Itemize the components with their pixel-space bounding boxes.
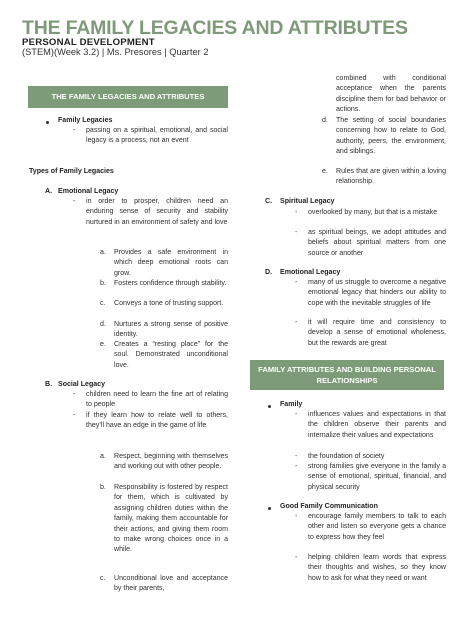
spiritual-legacy-text-1: overlooked by many, but that is a mistake: [308, 209, 438, 216]
list-marker: c.: [100, 575, 106, 582]
bullet-icon: [268, 507, 271, 510]
communication-label: Good Family Communication: [280, 503, 378, 510]
document-title: THE FAMILY LEGACIES AND ATTRIBUTES: [22, 17, 408, 39]
bullet-icon: [46, 121, 49, 124]
section-marker-b: B.: [45, 381, 53, 388]
list-item: Unconditional love and acceptance by their parents,: [114, 575, 228, 593]
course-meta: (STEM)(Week 3.2) | Ms. Presores | Quarter 2: [22, 47, 209, 57]
list-item: Rules that are given within a loving relationship.: [336, 168, 446, 186]
family-legacies-label: Family Legacies: [58, 117, 113, 124]
list-item: Provides a safe environment in which deep emotional roots can grow.: [114, 249, 228, 277]
list-item: Respect, beginning with themselves and working out with other people.: [114, 453, 228, 471]
list-item: Fosters confidence through stability.: [114, 280, 227, 287]
dash-marker: -: [295, 279, 298, 286]
communication-text-2: helping children learn words that express their thoughts and wishes, so they know how to ask for what they need or want: [308, 554, 446, 582]
section-marker-d: D.: [265, 269, 273, 276]
dash-marker: -: [73, 198, 76, 205]
spiritual-legacy-label: Spiritual Legacy: [280, 198, 335, 205]
dash-marker: -: [295, 229, 298, 236]
list-item: The setting of social boundaries concerning how to relate to God, authority, peers, the environment, and siblings.: [336, 117, 446, 156]
family-label: Family: [280, 401, 303, 408]
dash-marker: -: [295, 463, 298, 470]
emotional-legacy-d-text-2: it will require time and consistency to develop a sense of emotional wholeness, but the rewards are great: [308, 319, 446, 347]
list-item: Creates a “resting place” for the soul. Demonstrated unconditional love.: [114, 341, 228, 369]
section-marker-c: C.: [265, 198, 273, 205]
dash-marker: -: [295, 513, 298, 520]
section-band-attributes: FAMILY ATTRIBUTES AND BUILDING PERSONAL RELATIONSHIPS: [250, 360, 444, 390]
list-marker: b.: [100, 484, 106, 491]
communication-text-1: encourage family members to talk to each other and listen so everyone gets a chance to express how they feel: [308, 513, 446, 541]
list-item: Conveys a tone of trusting support.: [114, 300, 224, 307]
dash-marker: -: [295, 209, 298, 216]
family-legacies-text: passing on a spiritual, emotional, and social legacy is a process, not an event: [86, 127, 228, 145]
emotional-legacy-d-label: Emotional Legacy: [280, 269, 341, 276]
section-marker-a: A.: [45, 188, 53, 195]
dash-marker: -: [295, 554, 298, 561]
list-marker: c.: [100, 300, 106, 307]
section-band-legacies: THE FAMILY LEGACIES AND ATTRIBUTES: [28, 86, 228, 108]
list-marker: a.: [100, 249, 106, 256]
list-marker: d.: [322, 117, 328, 124]
emotional-legacy-d-text-1: many of us struggle to overcome a negative emotional legacy that hinders our ability to cope with the inevitable struggles of life: [308, 279, 446, 307]
dash-marker: -: [73, 127, 76, 134]
types-heading: Types of Family Legacies: [29, 168, 114, 175]
list-item: Responsibility is fostered by respect for them, which is cultivated by assigning children duties within the family, making them accountable for their actions, and giving them room to make wrong choices once in a while.: [114, 484, 228, 554]
social-legacy-text-1: children need to learn the fine art of relating to people: [86, 391, 228, 409]
list-marker: b.: [100, 280, 106, 287]
family-text-2: the foundation of society: [308, 453, 385, 460]
dash-marker: -: [295, 319, 298, 326]
family-text-1: influences values and expectations in that the children observe their parents and internalize their values and expectations: [308, 411, 446, 439]
dash-marker: -: [295, 411, 298, 418]
bullet-icon: [268, 405, 271, 408]
subject-name: PERSONAL DEVELOPMENT: [22, 37, 155, 48]
emotional-legacy-label: Emotional Legacy: [58, 188, 119, 195]
list-marker: d.: [100, 321, 106, 328]
list-marker: a.: [100, 453, 106, 460]
dash-marker: -: [295, 453, 298, 460]
social-legacy-text-2: if they learn how to relate well to others, they’ll have an edge in the game of life: [86, 412, 228, 430]
list-marker: e.: [322, 168, 328, 175]
family-text-3: strong families give everyone in the family a sense of emotional, spiritual, financial, and physical security: [308, 463, 446, 491]
social-legacy-label: Social Legacy: [58, 381, 106, 388]
list-marker: e.: [100, 341, 106, 348]
emotional-legacy-text: in order to prosper, children need an enduring sense of security and stability nurtured in an environment of safety and love: [86, 198, 228, 226]
list-item-continued: combined with conditional acceptance when the parents discipline them for bad behavior or actions.: [336, 75, 446, 114]
list-item: Nurtures a strong sense of positive identity.: [114, 321, 228, 339]
spiritual-legacy-text-2: as spiritual beings, we adopt attitudes and beliefs about spiritual matters from one source or another: [308, 229, 446, 257]
dash-marker: -: [73, 391, 76, 398]
dash-marker: -: [73, 412, 76, 419]
